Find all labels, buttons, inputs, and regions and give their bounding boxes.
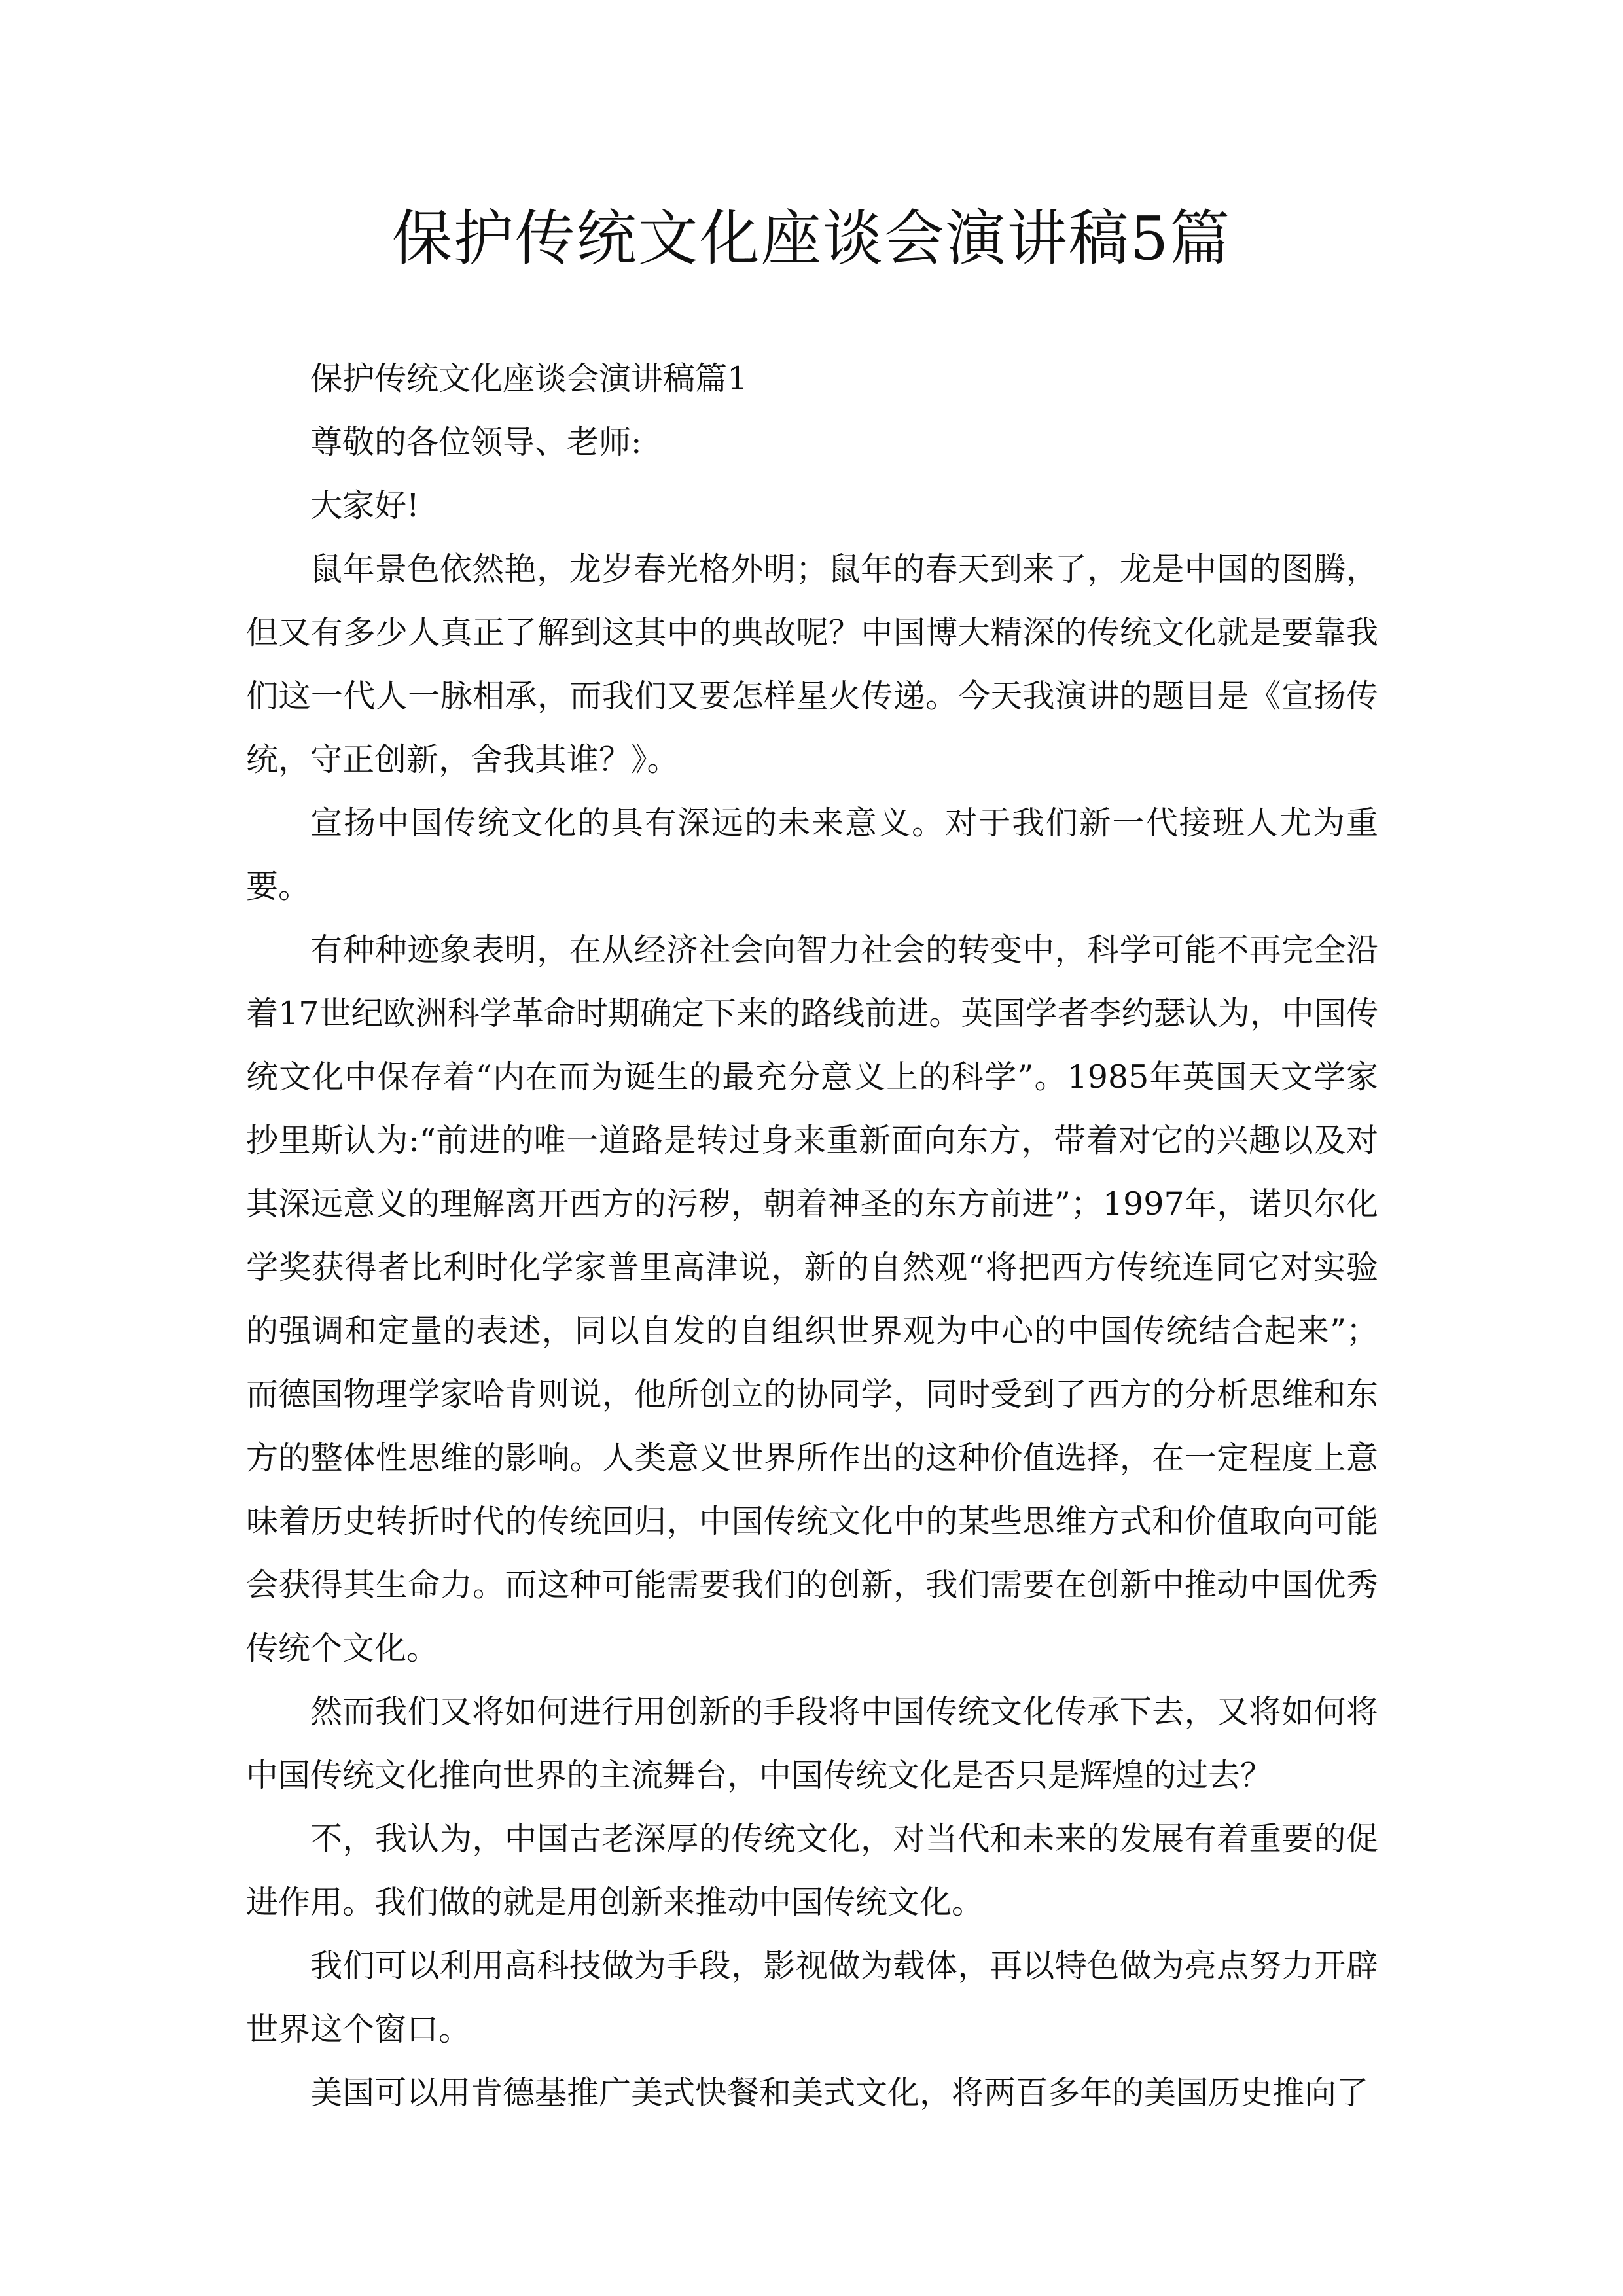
paragraph: 美国可以用肯德基推广美式快餐和美式文化，将两百多年的美国历史推向了: [310, 2074, 1369, 2111]
paragraph: 宣扬中国传统文化的具有深远的未来意义。对于我们新一代接班人尤为重要。: [246, 804, 1378, 905]
document-title: 保护传统文化座谈会演讲稿5篇: [391, 204, 1232, 274]
paragraph: 不，我认为，中国古老深厚的传统文化，对当代和未来的发展有着重要的促进作用。我们做的就是用创新来推动中国传统文化。: [246, 1820, 1378, 1921]
salutation: 尊敬的各位领导、老师:: [310, 423, 642, 461]
document-body: [246, 347, 1378, 2125]
section-heading: 保护传统文化座谈会演讲稿篇1: [310, 360, 748, 397]
paragraph: 然而我们又将如何进行用创新的手段将中国传统文化传承下去，又将如何将中国传统文化推向世界的主流舞台，中国传统文化是否只是辉煌的过去？: [246, 1693, 1378, 1794]
paragraph: 鼠年景色依然艳，龙岁春光格外明；鼠年的春天到来了，龙是中国的图腾，但又有多少人真正了解到这其中的典故呢？中国博大精深的传统文化就是要靠我们这一代人一脉相承，而我们又要怎样星火传递。今天我演讲的题目是《宣扬传统，守正创新，舍我其谁？》。: [246, 550, 1378, 778]
paragraph: 我们可以利用高科技做为手段，影视做为载体，再以特色做为亮点努力开辟世界这个窗口。: [246, 1947, 1378, 2048]
paragraph: 有种种迹象表明，在从经济社会向智力社会的转变中，科学可能不再完全沿着17世纪欧洲科学革命时期确定下来的路线前进。英国学者李约瑟认为，中国传统文化中保存着“内在而为诞生的最充分意义上的科学”。1985年英国天文学家抄里斯认为:“前进的唯一道路是转过身来重新面向东方，带着对它的兴趣以及对其深远意义的理解离开西方的污秽，朝着神圣的东方前进”；1997年，诺贝尔化学奖获得者比利时化学家普里高津说，新的自然观“将把西方传统连同它对实验的强调和定量的表述，同以自发的自组织世界观为中心的中国传统结合起来”；而德国物理学家哈肯则说，他所创立的协同学，同时受到了西方的分析思维和东方的整体性思维的影响。人类意义世界所作出的这种价值选择，在一定程度上意味着历史转折时代的传统回归，中国传统文化中的某些思维方式和价值取向可能会获得其生命力。而这种可能需要我们的创新，我们需要在创新中推动中国优秀传统个文化。: [246, 931, 1378, 1667]
greeting: 大家好!: [310, 487, 419, 524]
